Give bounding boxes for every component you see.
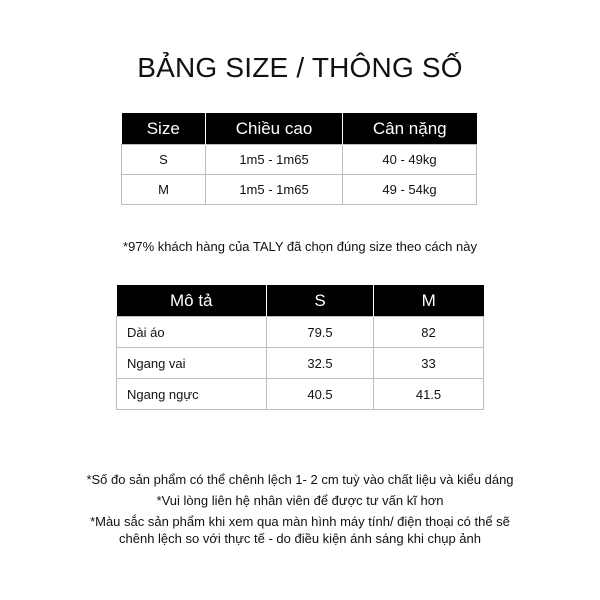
- table-row: [122, 145, 477, 175]
- cell-height: 1m5 - 1m65: [206, 175, 343, 205]
- table-row: [117, 348, 484, 379]
- disclaimer-line: *Số đo sản phẩm có thể chênh lệch 1- 2 cm tuỳ vào chất liệu và kiểu dáng: [86, 472, 514, 487]
- cell-m: 41.5: [374, 379, 484, 410]
- cell-m: 82: [374, 317, 484, 348]
- column-header-m: M: [374, 285, 484, 317]
- disclaimer-line: *Vui lòng liên hệ nhân viên để được tư vấn kĩ hơn: [156, 493, 444, 508]
- disclaimer-notes: [0, 471, 600, 551]
- cell-weight: 49 - 54kg: [343, 175, 477, 205]
- page-title: BẢNG SIZE / THÔNG SỐ: [137, 52, 463, 83]
- table-row: [117, 317, 484, 348]
- column-header-height: Chiều cao: [206, 113, 343, 145]
- table-row: [117, 379, 484, 410]
- cell-height: 1m5 - 1m65: [206, 145, 343, 175]
- cell-size: M: [122, 175, 206, 205]
- table-header-row: [122, 113, 477, 145]
- column-header-weight: Cân nặng: [343, 113, 477, 145]
- column-header-size: Size: [122, 113, 206, 145]
- cell-description: Ngang vai: [117, 348, 267, 379]
- customer-note: *97% khách hàng của TALY đã chọn đúng size theo cách này: [123, 239, 477, 254]
- cell-description: Ngang ngực: [117, 379, 267, 410]
- cell-s: 79.5: [267, 317, 374, 348]
- disclaimer-line: chênh lệch so với thực tế - do điều kiện ánh sáng khi chụp ảnh: [119, 531, 481, 546]
- measurement-table: [116, 285, 484, 410]
- cell-s: 32.5: [267, 348, 374, 379]
- disclaimer-line: *Màu sắc sản phẩm khi xem qua màn hình máy tính/ điện thoại có thể sẽ: [90, 514, 510, 529]
- cell-weight: 40 - 49kg: [343, 145, 477, 175]
- size-chart-table: [121, 113, 477, 205]
- cell-description: Dài áo: [117, 317, 267, 348]
- cell-s: 40.5: [267, 379, 374, 410]
- cell-size: S: [122, 145, 206, 175]
- column-header-description: Mô tả: [117, 285, 267, 317]
- cell-m: 33: [374, 348, 484, 379]
- table-header-row: [117, 285, 484, 317]
- column-header-s: S: [267, 285, 374, 317]
- table-row: [122, 175, 477, 205]
